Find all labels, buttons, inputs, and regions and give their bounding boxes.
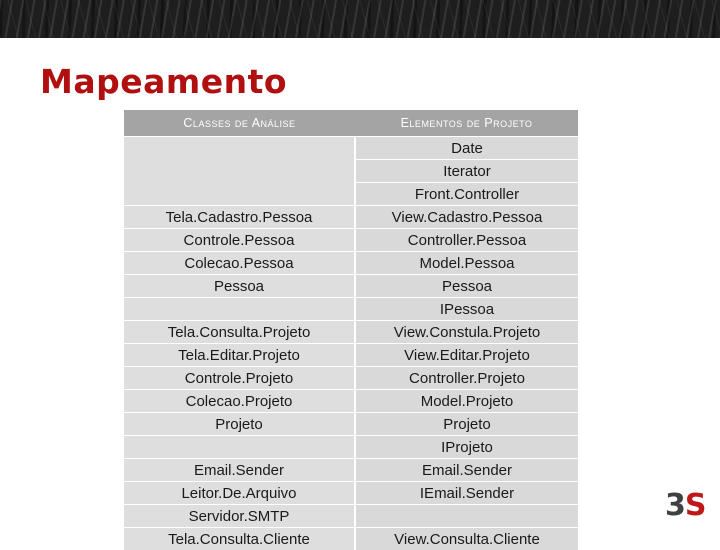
slide-title: Mapeamento [40,62,287,101]
table-row [124,275,578,298]
right-cell: Projeto [355,413,578,436]
table-row [124,321,578,344]
table-row [124,413,578,436]
right-cell: View.Consulta.Cliente [355,528,578,550]
right-cell: Iterator [355,160,578,183]
right-cell: View.Cadastro.Pessoa [355,206,578,229]
table-row [124,344,578,367]
right-cell: IEmail.Sender [355,482,578,505]
table-row [124,390,578,413]
left-cell: Controle.Projeto [124,367,355,390]
right-cell: View.Editar.Projeto [355,344,578,367]
table-row [124,229,578,252]
top-decorative-band [0,0,720,38]
table-row [124,459,578,482]
right-cell: IPessoa [355,298,578,321]
brand-logo: 3S [665,488,705,523]
right-cell: Email.Sender [355,459,578,482]
header-classes-de-analise [124,110,355,137]
table-header-row [124,110,578,137]
left-cell: Servidor.SMTP [124,505,355,528]
left-cell: Tela.Editar.Projeto [124,344,355,367]
right-cell: Front.Controller [355,183,578,206]
right-cell [355,505,578,528]
right-cell: Date [355,137,578,160]
right-cell: Controller.Pessoa [355,229,578,252]
left-cell: Projeto [124,413,355,436]
left-cell [124,436,355,459]
right-cell: Pessoa [355,275,578,298]
header-elementos-de-projeto [355,110,578,137]
left-group-cell [124,137,355,206]
left-cell [124,298,355,321]
table-row [124,528,578,550]
mapping-table [124,110,578,550]
table-row [124,505,578,528]
left-cell: Colecao.Projeto [124,390,355,413]
header-right-label: Elementos de Projeto [401,116,533,130]
left-cell: Tela.Cadastro.Pessoa [124,206,355,229]
table-row [124,252,578,275]
table-row [124,482,578,505]
header-left-label: Classes de Análise [183,116,295,130]
right-cell: Model.Projeto [355,390,578,413]
table-row [124,298,578,321]
table-row [124,137,578,160]
left-cell: Leitor.De.Arquivo [124,482,355,505]
left-cell: Tela.Consulta.Projeto [124,321,355,344]
left-cell: Tela.Consulta.Cliente [124,528,355,550]
table-row [124,206,578,229]
right-cell: IProjeto [355,436,578,459]
right-cell: Controller.Projeto [355,367,578,390]
table-row [124,367,578,390]
left-cell: Email.Sender [124,459,355,482]
left-cell: Pessoa [124,275,355,298]
left-cell: Controle.Pessoa [124,229,355,252]
right-cell: View.Constula.Projeto [355,321,578,344]
table-row [124,436,578,459]
right-cell: Model.Pessoa [355,252,578,275]
left-cell: Colecao.Pessoa [124,252,355,275]
